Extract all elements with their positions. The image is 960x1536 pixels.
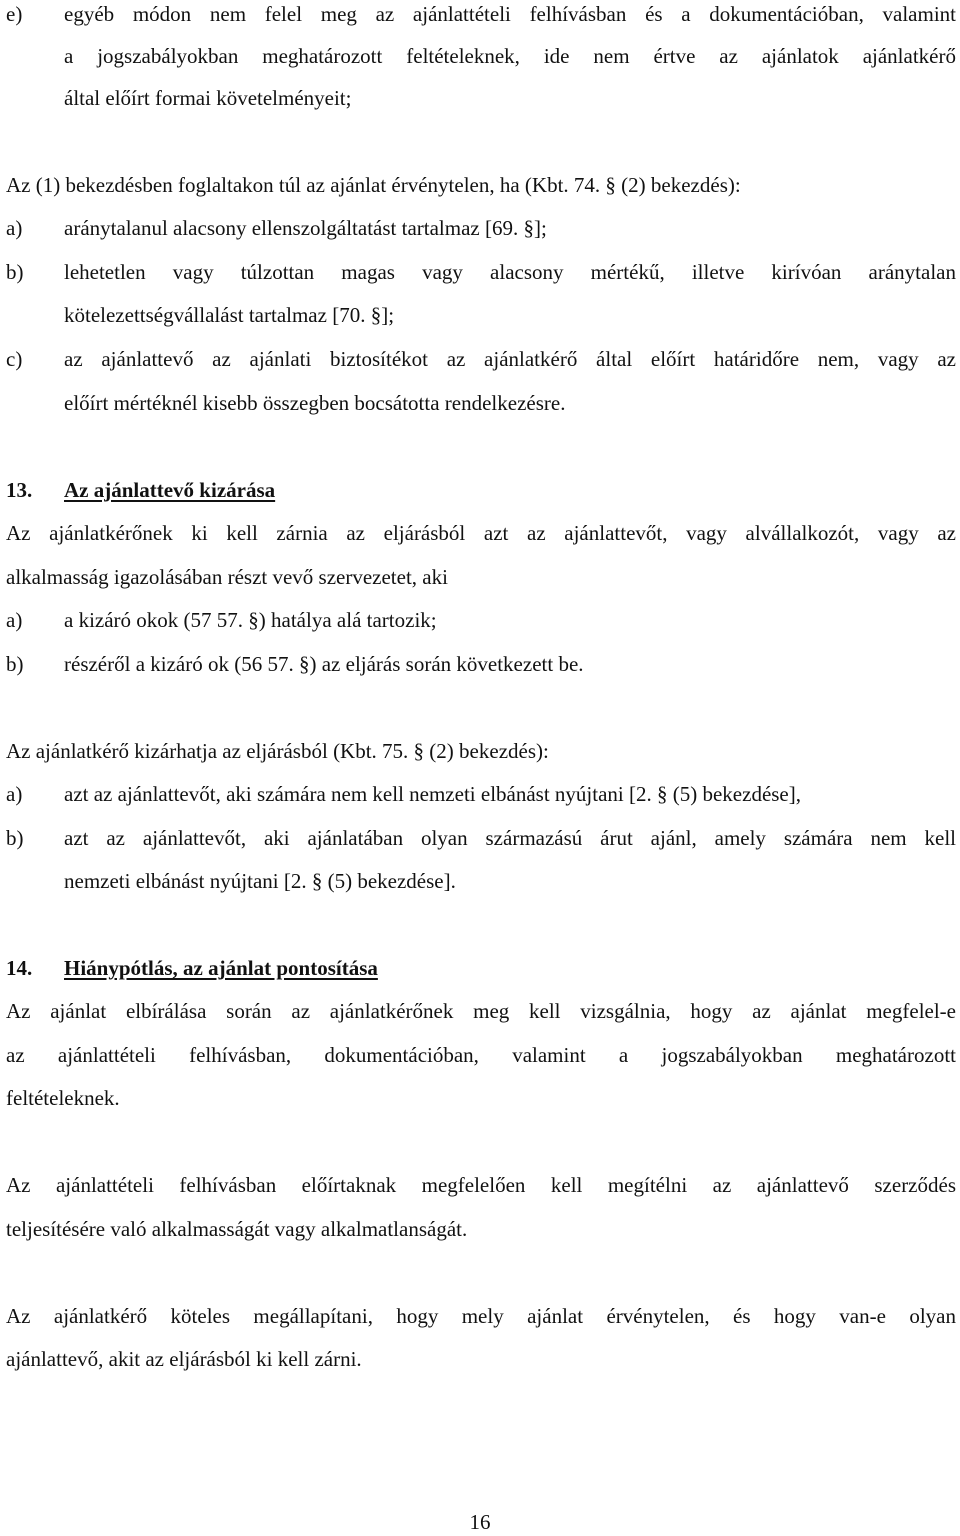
- list-marker: b): [6, 826, 24, 850]
- list-item-text-line: által előírt formai követelményeit;: [64, 86, 352, 110]
- list-marker: a): [6, 782, 23, 806]
- list-item-text-line: lehetetlen vagy túlzottan magas vagy alacsony mértékű, illetve kirívóan aránytalan: [64, 260, 956, 284]
- list-marker: b): [6, 260, 24, 284]
- section-number: 13.: [6, 478, 33, 502]
- section-title: Az ajánlattevő kizárása: [64, 478, 276, 502]
- list-item-text-line: nemzeti elbánást nyújtani [2. § (5) bekezdése].: [64, 869, 456, 893]
- list-item-text-line: egyéb módon nem felel meg az ajánlattételi felhívásban és a dokumentációban, valamint: [64, 2, 956, 26]
- list-item-text-line: azt az ajánlattevőt, aki ajánlatában olyan származású árut ajánl, amely számára nem kell: [64, 826, 956, 850]
- list-item-text-line: a jogszabályokban meghatározott feltételeknek, ide nem értve az ajánlatok ajánlatkérő: [64, 44, 956, 68]
- paragraph-line: alkalmasság igazolásában részt vevő szervezetet, aki: [6, 565, 448, 589]
- paragraph-line: Az ajánlatkérő köteles megállapítani, hogy mely ajánlat érvénytelen, és hogy van-e olyan: [6, 1304, 956, 1328]
- paragraph-line: az ajánlattételi felhívásban, dokumentációban, valamint a jogszabályokban meghatározott: [6, 1043, 956, 1067]
- paragraph-line: Az ajánlattételi felhívásban előírtaknak megfelelően kell megítélni az ajánlattevő szerződés: [6, 1173, 956, 1197]
- list-item-text-line: aránytalanul alacsony ellenszolgáltatást tartalmaz [69. §];: [64, 216, 547, 240]
- list-item-text-line: azt az ajánlattevőt, aki számára nem kell nemzeti elbánást nyújtani [2. § (5) bekezdése],: [64, 782, 801, 806]
- list-marker: a): [6, 216, 23, 240]
- page-number: 16: [469, 1510, 491, 1534]
- paragraph-kbt74: Az (1) bekezdésben foglaltakon túl az ajánlat érvénytelen, ha (Kbt. 74. § (2) bekezdés):: [6, 173, 741, 197]
- paragraph-line: teljesítésére való alkalmasságát vagy alkalmatlanságát.: [6, 1217, 468, 1241]
- paragraph-line: ajánlattevő, akit az eljárásból ki kell zárni.: [6, 1347, 362, 1371]
- section-heading-14: [6, 954, 956, 982]
- list-item-text-line: részéről a kizáró ok (56 57. §) az eljárás során következett be.: [64, 652, 584, 676]
- list-marker: a): [6, 608, 23, 632]
- list-item-text-line: a kizáró okok (57 57. §) hatálya alá tartozik;: [64, 608, 437, 632]
- section-heading-13: [6, 476, 956, 504]
- paragraph-kbt75: Az ajánlatkérő kizárhatja az eljárásból (Kbt. 75. § (2) bekezdés):: [6, 739, 549, 763]
- list-marker: b): [6, 652, 24, 676]
- list-item-text-line: kötelezettségvállalást tartalmaz [70. §];: [64, 303, 395, 327]
- section-title: Hiánypótlás, az ajánlat pontosítása: [64, 956, 378, 980]
- paragraph-line: feltételeknek.: [6, 1086, 120, 1110]
- list-item-text-line: az ajánlattevő az ajánlati biztosítékot az ajánlatkérő által előírt határidőre nem, vagy az: [64, 347, 956, 371]
- paragraph-line: Az ajánlatkérőnek ki kell zárnia az eljárásból azt az ajánlattevőt, vagy alvállalkozót, vagy az: [6, 521, 956, 545]
- list-item-text-line: előírt mértéknél kisebb összegben bocsátotta rendelkezésre.: [64, 391, 566, 415]
- list-marker: e): [6, 2, 23, 26]
- list-marker: c): [6, 347, 23, 371]
- paragraph-line: Az ajánlat elbírálása során az ajánlatkérőnek meg kell vizsgálnia, hogy az ajánlat megfelel-e: [6, 999, 956, 1023]
- section-number: 14.: [6, 956, 33, 980]
